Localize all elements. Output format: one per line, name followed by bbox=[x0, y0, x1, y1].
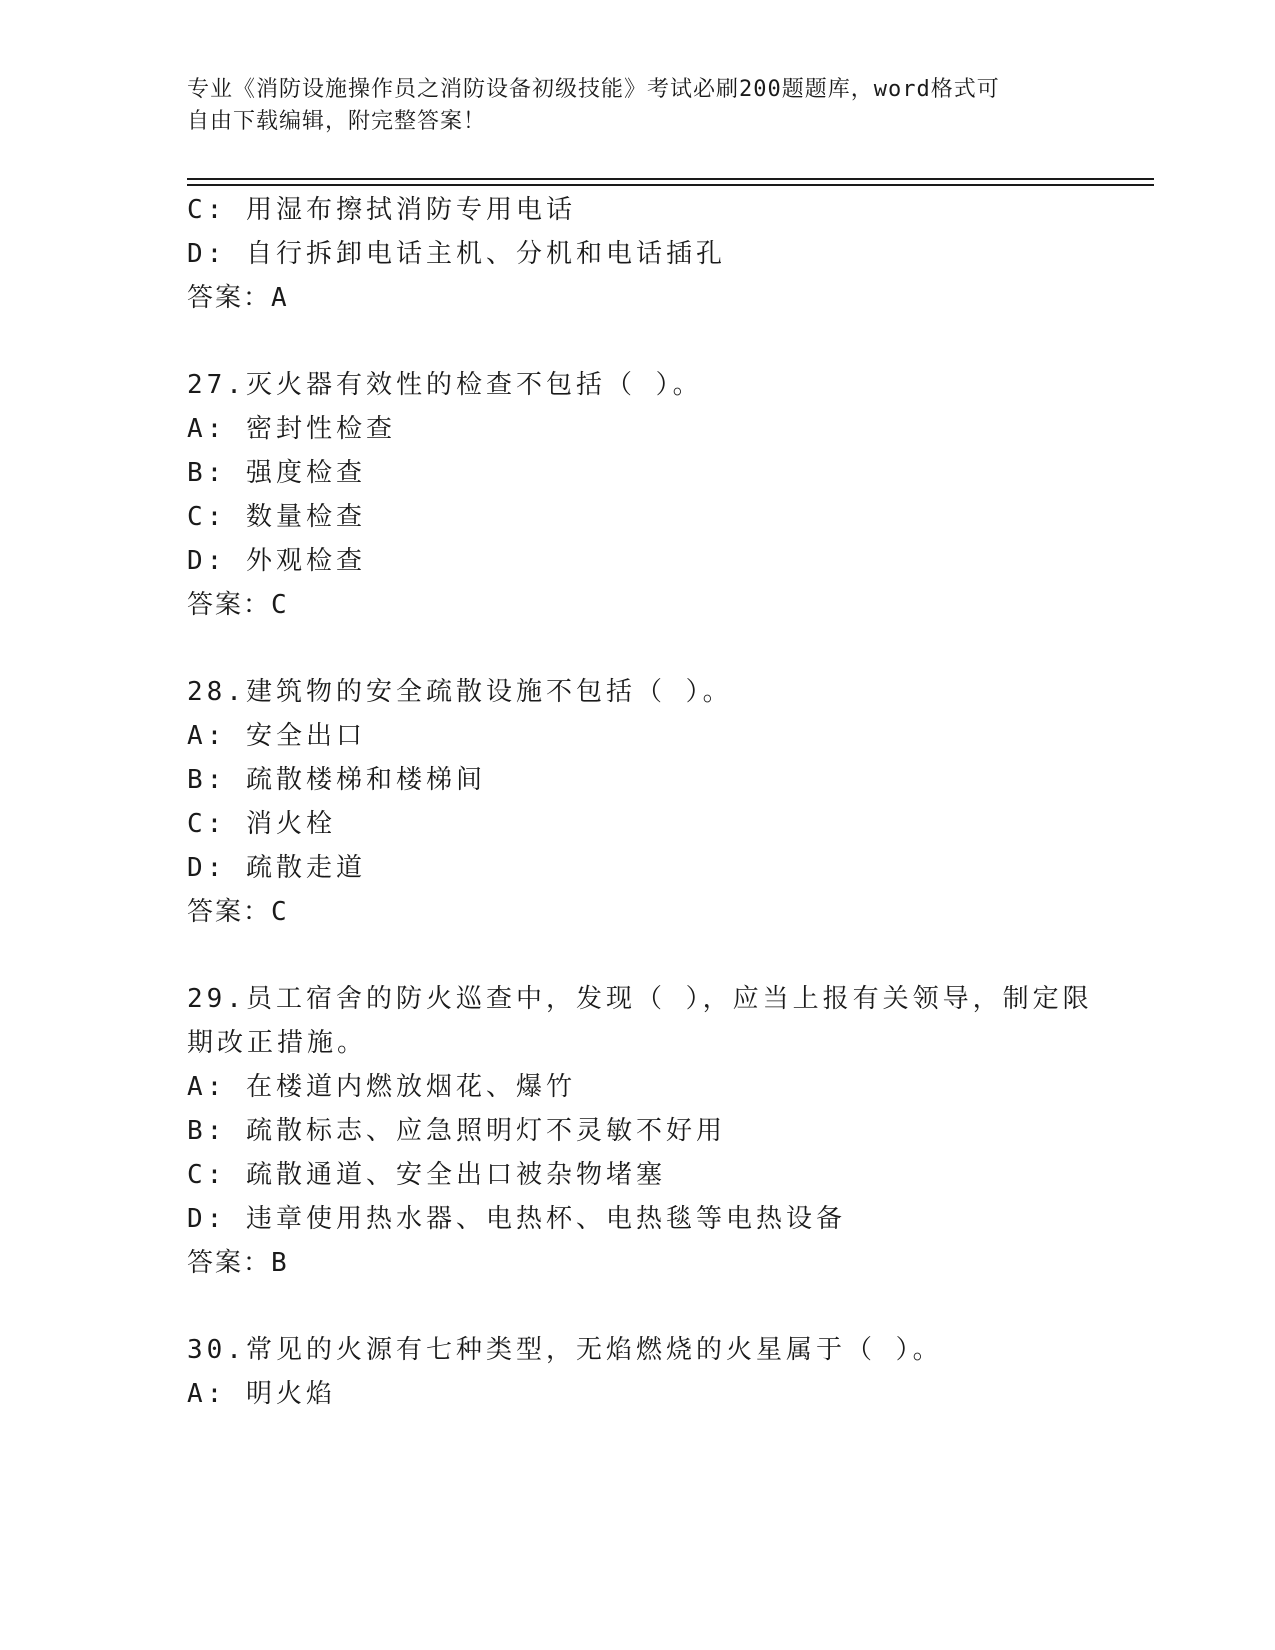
option-c: C: 疏散通道、安全出口被杂物堵塞 bbox=[187, 1160, 666, 1190]
question-30: 30.常见的火源有七种类型，无焰燃烧的火星属于（ ）。 bbox=[187, 1335, 943, 1365]
option-a: A: 密封性检查 bbox=[187, 414, 396, 444]
question-29: 29.员工宿舍的防火巡查中，发现（ ），应当上报有关领导，制定限 bbox=[187, 984, 1093, 1014]
option-c: C: 用湿布擦拭消防专用电话 bbox=[187, 195, 576, 225]
option-a: A: 安全出口 bbox=[187, 721, 366, 751]
answer-line: 答案：C bbox=[187, 590, 289, 620]
option-c: C: 消火栓 bbox=[187, 809, 336, 839]
header-rule-bottom bbox=[187, 184, 1154, 186]
option-d: D: 自行拆卸电话主机、分机和电话插孔 bbox=[187, 239, 726, 269]
option-a: A: 在楼道内燃放烟花、爆竹 bbox=[187, 1072, 576, 1102]
option-d: D: 外观检查 bbox=[187, 546, 366, 576]
answer-line: 答案：C bbox=[187, 897, 289, 927]
question-28: 28.建筑物的安全疏散设施不包括（ ）。 bbox=[187, 677, 733, 707]
question-29-continued: 期改正措施。 bbox=[187, 1028, 368, 1058]
header-line-2: 自由下载编辑，附完整答案！ bbox=[187, 109, 487, 134]
option-b: B: 疏散楼梯和楼梯间 bbox=[187, 765, 486, 795]
answer-line: 答案：A bbox=[187, 283, 289, 313]
option-b: B: 强度检查 bbox=[187, 458, 366, 488]
header-line-1: 专业《消防设施操作员之消防设备初级技能》考试必刷200题题库，word格式可 bbox=[187, 77, 1000, 102]
document-header bbox=[187, 74, 1087, 138]
option-b: B: 疏散标志、应急照明灯不灵敏不好用 bbox=[187, 1116, 726, 1146]
option-d: D: 疏散走道 bbox=[187, 853, 366, 883]
option-a: A: 明火焰 bbox=[187, 1379, 336, 1409]
answer-line: 答案：B bbox=[187, 1248, 289, 1278]
question-27: 27.灭火器有效性的检查不包括（ ）。 bbox=[187, 370, 703, 400]
header-rule-top bbox=[187, 178, 1154, 180]
option-c: C: 数量检查 bbox=[187, 502, 366, 532]
option-d: D: 违章使用热水器、电热杯、电热毯等电热设备 bbox=[187, 1204, 846, 1234]
